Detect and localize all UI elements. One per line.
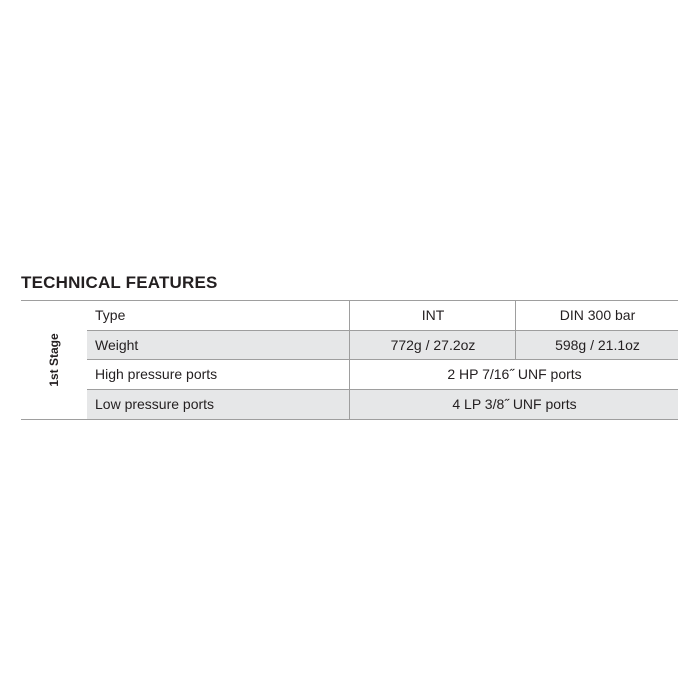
weight-label: Weight [95, 337, 139, 353]
low-pressure-label: Low pressure ports [95, 396, 215, 412]
specs-table [21, 300, 678, 420]
low-pressure-value: 4 LP 3/8˝ UNF ports [349, 390, 679, 419]
type-int: INT [349, 301, 516, 330]
table-row-low-pressure [87, 389, 678, 419]
stage-label: 1st Stage [47, 333, 61, 387]
type-label: Type [95, 307, 126, 323]
table-row-weight [87, 330, 678, 360]
high-pressure-value: 2 HP 7/16˝ UNF ports [349, 360, 679, 389]
table-row-type [87, 301, 678, 330]
table-row-high-pressure [87, 359, 678, 389]
stage-cell [21, 301, 87, 419]
high-pressure-label: High pressure ports [95, 366, 218, 382]
weight-din: 598g / 21.1oz [515, 331, 679, 360]
weight-int: 772g / 27.2oz [349, 331, 516, 360]
technical-features-heading: TECHNICAL FEATURES [21, 273, 218, 292]
type-din: DIN 300 bar [515, 301, 679, 330]
